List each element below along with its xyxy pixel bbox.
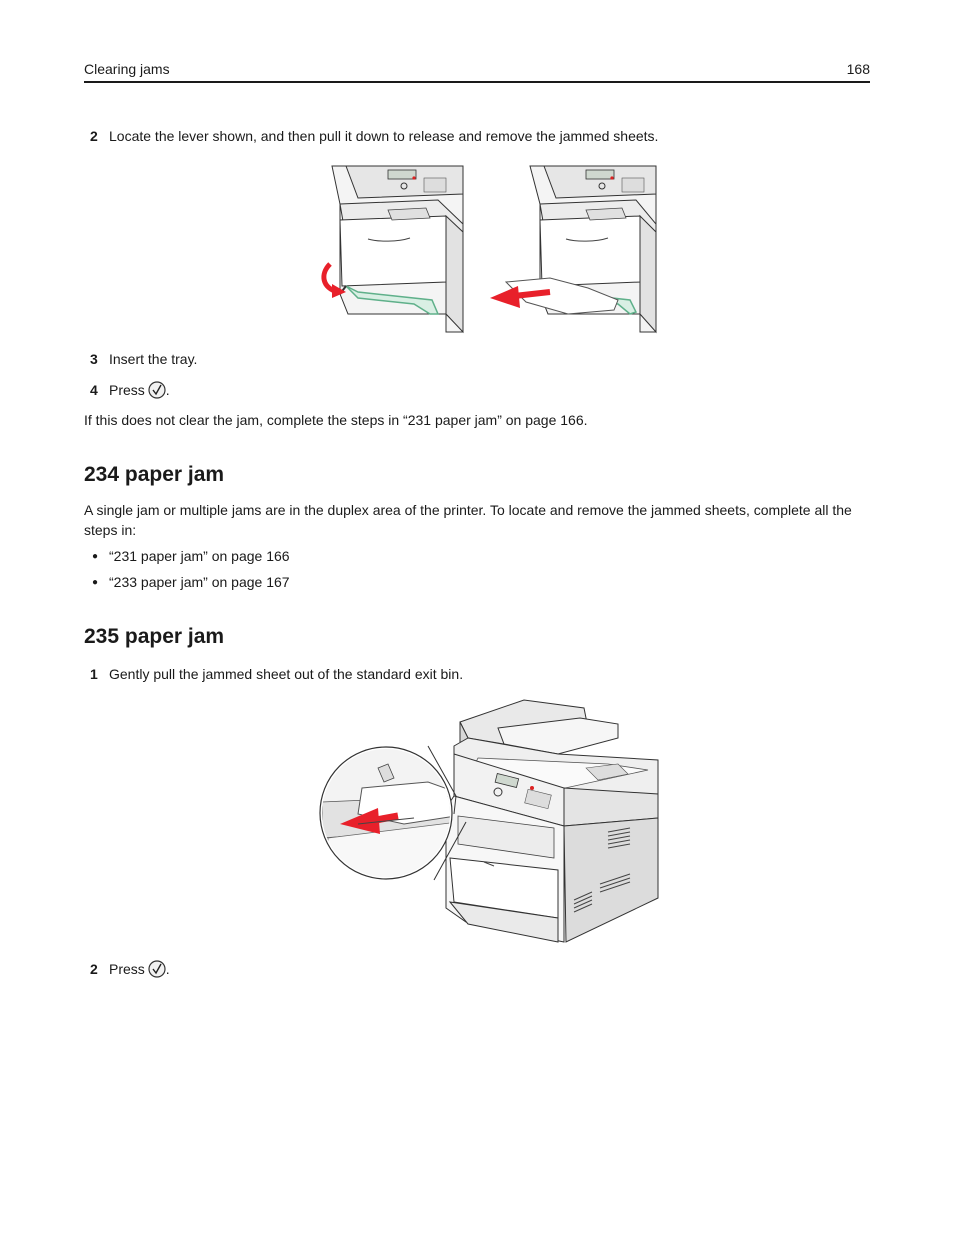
step-number: 2	[90, 128, 98, 144]
section-heading-234: 234 paper jam	[84, 463, 225, 486]
running-header-title: Clearing jams	[84, 61, 170, 77]
step-item	[0, 381, 954, 401]
press-label: Press	[109, 961, 145, 977]
exit-bin-jam-illustration	[318, 698, 662, 944]
step-number: 1	[90, 666, 98, 682]
step-text	[109, 960, 170, 978]
step-text: Locate the lever shown, and then pull it down to release and remove the jammed sheets.	[109, 128, 659, 144]
step-text: Gently pull the jammed sheet out of the standard exit bin.	[109, 666, 464, 682]
step-number: 2	[90, 961, 98, 977]
step-item	[0, 127, 954, 145]
printer-body	[446, 700, 658, 942]
bullet-text: “231 paper jam” on page 166	[109, 548, 290, 564]
step-number: 4	[90, 382, 98, 398]
header-divider	[84, 81, 870, 83]
note-paragraph: If this does not clear the jam, complete the steps in “231 paper jam” on page 166.	[84, 412, 588, 428]
bullet-item	[0, 548, 954, 566]
press-label: Press	[109, 382, 145, 398]
section-heading-235: 235 paper jam	[84, 625, 225, 648]
step-text: Insert the tray.	[109, 351, 198, 367]
bullet-text: “233 paper jam” on page 167	[109, 574, 290, 590]
step-item	[0, 665, 954, 683]
page-number: 168	[846, 61, 870, 77]
printer-panel-left	[324, 166, 463, 332]
printer-panel-right	[490, 166, 656, 332]
lever-release-illustration	[318, 164, 663, 336]
zoom-inset	[318, 746, 466, 888]
step-item	[0, 960, 954, 980]
bullet-item	[0, 574, 954, 592]
bullet-marker: ●	[92, 551, 99, 562]
section-234-body: A single jam or multiple jams are in the duplex area of the printer. To locate and remove the jammed sheets, complete all the steps in:	[84, 502, 852, 538]
check-circle-icon	[148, 960, 166, 978]
bullet-marker: ●	[92, 577, 99, 588]
step-item	[0, 350, 954, 368]
step-text	[109, 381, 170, 399]
check-circle-icon	[148, 381, 166, 399]
step-number: 3	[90, 351, 98, 367]
press-suffix: .	[165, 382, 170, 398]
press-suffix: .	[165, 961, 170, 977]
